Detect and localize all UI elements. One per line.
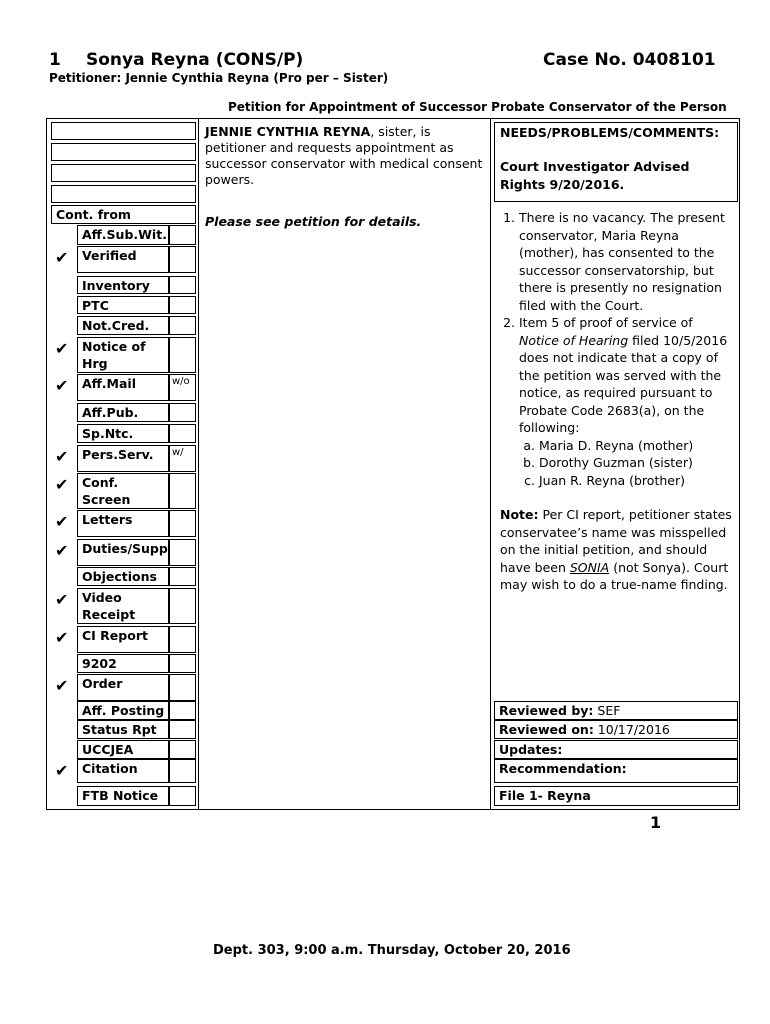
checklist-note-box (169, 720, 196, 739)
check-mark-icon: ✔ (55, 676, 69, 695)
checklist-item-label: Verified (82, 248, 137, 263)
check-mark-icon: ✔ (55, 628, 69, 647)
check-mark-icon: ✔ (55, 475, 69, 494)
recommendation-box: Recommendation: (494, 759, 738, 783)
checklist-item-label: Aff.Pub. (82, 405, 139, 420)
cont-from-label: Cont. from (56, 207, 131, 222)
check-mark-icon: ✔ (55, 761, 69, 780)
advised-rights: Court Investigator Advised Rights 9/20/2016. (500, 159, 690, 192)
checklist-item-label: Sp.Ntc. (82, 426, 134, 441)
checklist-note-box (169, 296, 196, 314)
checklist-note: w/ (172, 447, 184, 458)
petitioner-description (205, 124, 487, 188)
blank-box (51, 122, 196, 140)
checklist-item-label: 9202 (82, 656, 117, 671)
petitioner-line: Petitioner: Jennie Cynthia Reyna (Pro per – Sister) (49, 71, 389, 85)
checklist-item-label: Letters (82, 512, 133, 527)
comments-heading: NEEDS/PROBLEMS/COMMENTS: (500, 125, 720, 140)
comment-item-2: 2. Item 5 of proof of service of Notice of Hearing filed 10/5/2016 does not indicate that a copy of the petition was served with the notice, as required pursuant to Probate Code 2683(a), on the following: a. Maria D. Reyna (mother) b. Dorothy Guzman (sister) c. Juan R. Reyna (brother) (519, 314, 735, 489)
blank-box (51, 185, 196, 203)
checklist-note-box (169, 403, 196, 422)
checklist-note: w/o (172, 376, 190, 387)
checklist-note-box (169, 225, 196, 245)
comments-list (497, 209, 735, 489)
checklist-item-label: Citation (82, 761, 138, 776)
checklist-item-label: FTB Notice (82, 788, 159, 803)
checklist-item-label: Inventory (82, 278, 150, 293)
case-name: Sonya Reyna (CONS/P) (86, 50, 304, 70)
comment-item-1: 1. There is no vacancy. The present conservator, Maria Reyna (mother), has consented to the successor conservatorship, but there is presently no resignation filed with the Court. (519, 209, 735, 314)
checklist-note-box (169, 740, 196, 759)
see-petition: Please see petition for details. (205, 214, 422, 229)
checklist-note-box (169, 626, 196, 653)
check-mark-icon: ✔ (55, 512, 69, 531)
column-divider-right (490, 118, 491, 810)
checklist-item-label: Aff. Posting (82, 703, 165, 718)
checklist-note-box (169, 276, 196, 294)
check-mark-icon: ✔ (55, 590, 69, 609)
check-mark-icon: ✔ (55, 339, 69, 358)
page-number: 1 (650, 813, 662, 832)
checklist-note-box (169, 539, 196, 566)
note-paragraph: Note: Per CI report, petitioner states conservatee’s name was misspelled on the initial petition, and should have been SONIA (not Sonya). Court may wish to do a true-name finding. (500, 507, 732, 592)
petitioner-text: , sister, is petitioner and requests appointment as successor conservator with medical consent powers. (205, 124, 483, 187)
checklist-note-box (169, 786, 196, 806)
case-number: Case No. 0408101 (543, 50, 716, 70)
recipient-c: c. Juan R. Reyna (brother) (539, 472, 735, 490)
checklist-note-box (169, 674, 196, 701)
checklist-note-box (169, 316, 196, 335)
checklist-note-box (169, 424, 196, 443)
recipient-a: a. Maria D. Reyna (mother) (539, 437, 735, 455)
checklist-item-label: CI Report (82, 628, 148, 643)
checklist-item-label: Video Receipt (82, 590, 136, 622)
checklist-item-label: Order (82, 676, 123, 691)
column-divider-left (198, 118, 199, 810)
petition-title: Petition for Appointment of Successor Probate Conservator of the Person (228, 100, 727, 114)
checklist-item-label: Objections (82, 569, 157, 584)
check-mark-icon: ✔ (55, 248, 69, 267)
checklist-item-label: Aff.Mail (82, 376, 136, 391)
checklist-note-box (169, 588, 196, 624)
check-mark-icon: ✔ (55, 376, 69, 395)
reviewed-by-box: Reviewed by: SEF (494, 701, 738, 720)
footer-dept: Dept. 303, 9:00 a.m. Thursday, October 20, 2016 (213, 943, 571, 958)
checklist-note-box (169, 654, 196, 673)
checklist-note-box (169, 510, 196, 537)
checklist-item-label: Status Rpt (82, 722, 157, 737)
checklist-note-box (169, 246, 196, 273)
reviewed-on-box: Reviewed on: 10/17/2016 (494, 720, 738, 739)
checklist-item-label: Duties/Supp (82, 541, 168, 556)
checklist-item-label: Not.Cred. (82, 318, 150, 333)
checklist-item-label: Conf. Screen (82, 475, 131, 507)
checklist-note-box (169, 473, 196, 509)
recipient-b: b. Dorothy Guzman (sister) (539, 454, 735, 472)
checklist-item-label: Pers.Serv. (82, 447, 154, 462)
checklist-note-box (169, 567, 196, 586)
check-mark-icon: ✔ (55, 447, 69, 466)
updates-box: Updates: (494, 740, 738, 759)
checklist-note-box (169, 337, 196, 373)
item-number: 1 (49, 50, 61, 70)
petitioner-name: JENNIE CYNTHIA REYNA (205, 124, 371, 139)
blank-box (51, 143, 196, 161)
checklist-note-box (169, 701, 196, 720)
file-box: File 1- Reyna (494, 786, 738, 806)
checklist-item-label: Notice of Hrg (82, 339, 146, 371)
check-mark-icon: ✔ (55, 541, 69, 560)
blank-box (51, 164, 196, 182)
checklist-note-box (169, 759, 196, 783)
checklist-item-label: Aff.Sub.Wit. (82, 227, 167, 242)
checklist-item-label: UCCJEA (82, 742, 134, 757)
checklist-item-label: PTC (82, 298, 109, 313)
